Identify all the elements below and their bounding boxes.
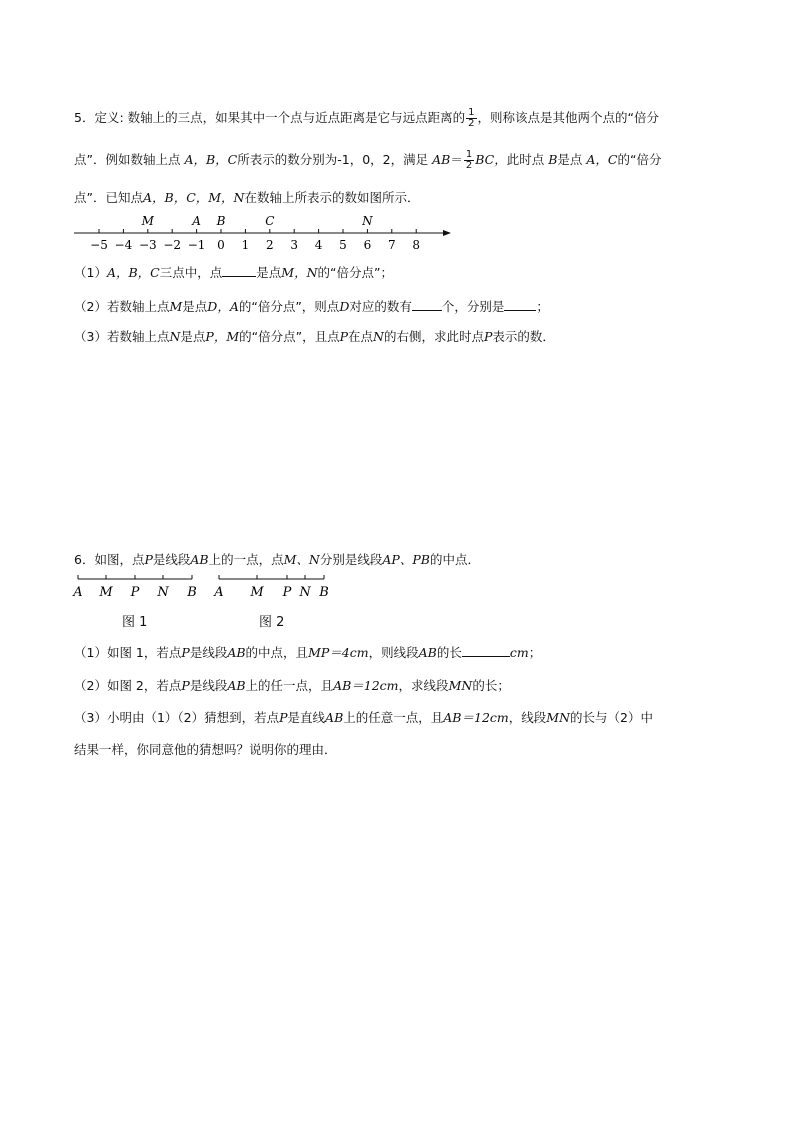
q6-part-1: （1）如图 1，若点P是线段AB的中点，且MP＝4cm，则线段AB的长 cm； xyxy=(74,645,542,660)
figure-1-caption: 图 1 xyxy=(122,615,148,630)
q6-part-2: （2）如图 2，若点P是线段AB上的任一点，且AB＝12cm，求线段MN的长； xyxy=(74,678,510,693)
q6-part-3-cont: 结果一样，你同意他的猜想吗？说明你的理由． xyxy=(74,742,337,757)
segment-figure-2 xyxy=(213,575,328,600)
segment-point-label: A xyxy=(214,585,224,600)
number-line-point-label: N xyxy=(362,214,373,228)
number-line-figure xyxy=(0,206,794,266)
number-line-tick-label: 2 xyxy=(265,238,274,252)
number-line-tick-label: −1 xyxy=(187,238,206,252)
number-line-tick-label: 8 xyxy=(412,238,421,252)
number-line-tick-label: 5 xyxy=(339,238,347,252)
number-line-tick-label: 3 xyxy=(290,238,299,252)
number-line-point-label: M xyxy=(141,214,154,228)
segment-figures xyxy=(0,570,794,610)
answer-blank[interactable] xyxy=(222,264,256,277)
answer-blank[interactable] xyxy=(412,298,442,311)
number-line-tick-label: 4 xyxy=(314,238,323,252)
q5-text: 5．定义: 数轴上的三点，如果其中一个点与近点距离是它与远点距离的 xyxy=(74,110,466,125)
answer-blank[interactable] xyxy=(504,298,536,311)
segment-point-label: P xyxy=(130,585,140,600)
number-line-tick-label: −4 xyxy=(114,238,133,252)
number-line-tick-label: −2 xyxy=(163,238,182,252)
q5-line-3: 点”．已知点A，B，C，M，N在数轴上所表示的数如图所示． xyxy=(74,190,420,205)
q5-part-3: （3）若数轴上点N是点P，M的“倍分点”，且点P在点N的右侧，求此时点P表示的数． xyxy=(74,329,555,344)
segment-figure-1 xyxy=(72,575,196,600)
segment-point-label: M xyxy=(99,585,113,600)
segment-point-label: A xyxy=(73,585,83,600)
answer-blank[interactable] xyxy=(462,644,510,657)
segment-point-label: B xyxy=(319,585,329,600)
point-list: A，B，C xyxy=(184,152,238,167)
number-line-tick-label: 7 xyxy=(387,238,396,252)
q5-line-2: 点”．例如数轴上点 A，B，C所表示的数分别为-1，0，2，满足 AB＝ $\frac{1}{2}$ BC，此时点 B是点 A，C的“倍分 xyxy=(74,149,662,171)
number-line-tick-label: 6 xyxy=(363,238,372,252)
fraction-one-half: $\frac{1}{2}$ xyxy=(468,107,475,129)
number-line-point-label: A xyxy=(192,214,201,228)
number-line-point-label: B xyxy=(216,214,226,228)
number-line-tick-label: −3 xyxy=(138,238,157,252)
number-line-tick-label: 1 xyxy=(241,238,250,252)
number-line-tick-label: −5 xyxy=(90,238,108,252)
segment-point-label: B xyxy=(187,585,197,600)
segment-point-label: N xyxy=(157,585,169,600)
q6-part-3: （3）小明由（1）（2）猜想到，若点P是直线AB上的任意一点，且AB＝12cm，线段MN的长与（2）中 xyxy=(74,710,653,725)
segment-point-label: N xyxy=(299,585,311,600)
q5-part-1: （1）A，B，C三点中，点 是点M，N的“倍分点”； xyxy=(74,265,393,280)
figure-2-caption: 图 2 xyxy=(259,615,285,630)
q5-part-2: （2）若数轴上点M是点D，A的“倍分点”，则点D对应的数有 个，分别是 ； xyxy=(74,299,549,314)
fraction-one-half: $\frac{1}{2}$ xyxy=(465,149,473,171)
number-line-point-label: C xyxy=(265,214,275,228)
q6-line-1: 6．如图，点P是线段AB上的一点，点M、N分别是线段AP、PB的中点． xyxy=(74,552,480,567)
number-line-tick-label: 0 xyxy=(217,238,225,252)
segment-point-label: M xyxy=(250,585,264,600)
segment-point-label: P xyxy=(282,585,292,600)
q5-line-1: 5．定义: 数轴上的三点，如果其中一个点与近点距离是它与远点距离的 $\frac{1}{2}$ ，则称该点是其他两个点的“倍分 xyxy=(74,107,659,129)
